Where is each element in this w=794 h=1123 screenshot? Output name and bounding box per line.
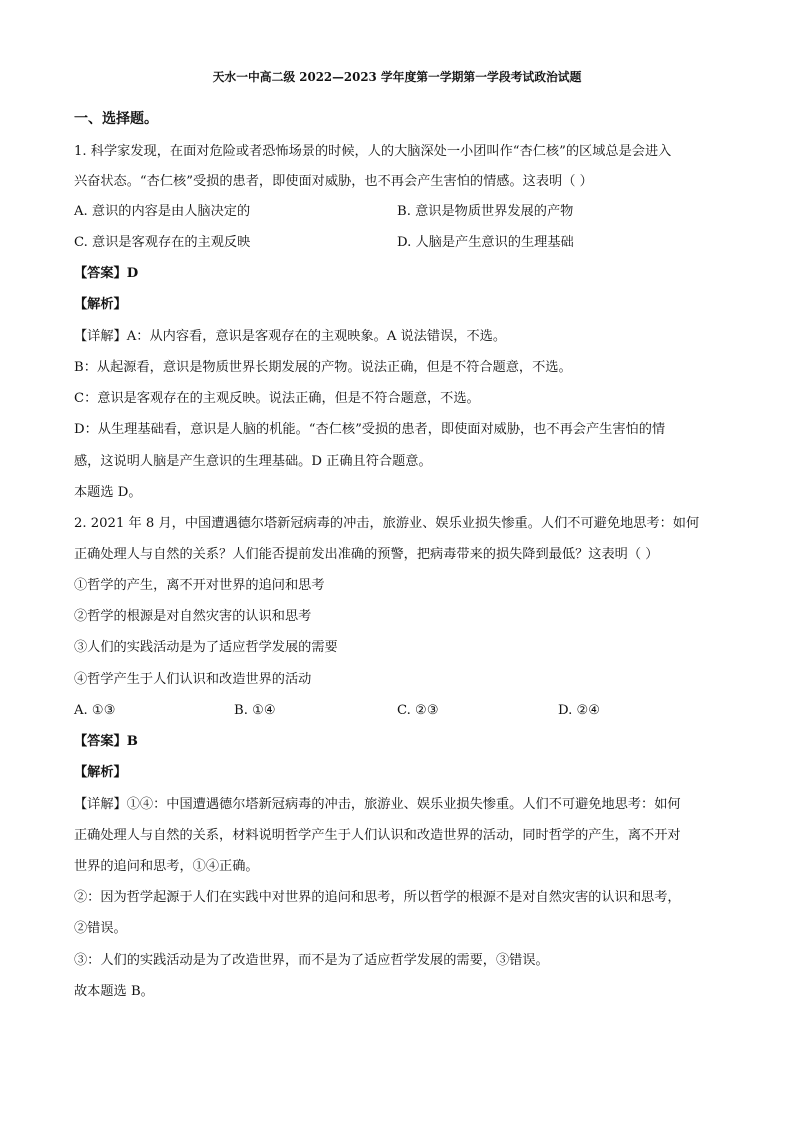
q2-detail-line-5: ②错误。 xyxy=(74,921,127,936)
q1-option-d: D. 人脑是产生意识的生理基础 xyxy=(397,235,574,250)
q2-option-a: A. ①③ xyxy=(74,703,116,718)
q1-detail-line-5: 感，这说明人脑是产生意识的生理基础。D 正确且符合题意。 xyxy=(74,454,432,469)
q1-option-c: C. 意识是客观存在的主观反映 xyxy=(74,235,251,250)
q2-detail-line-1: 【详解】①④：中国遭遇德尔塔新冠病毒的冲击，旅游业、娱乐业损失惨重。人们不可避免地思考：如何 xyxy=(74,797,681,812)
q2-analysis-label: 【解析】 xyxy=(74,765,127,780)
q1-stem-line-2: 兴奋状态。“杏仁核”受损的患者，即使面对威胁，也不再会产生害怕的情感。这表明（ ） xyxy=(74,174,593,189)
q2-detail-line-6: ③：人们的实践活动是为了改造世界，而不是为了适应哲学发展的需要，③错误。 xyxy=(74,953,549,968)
q1-option-a: A. 意识的内容是由人脑决定的 xyxy=(74,204,251,219)
q1-detail-line-3: C：意识是客观存在的主观反映。说法正确，但是不符合题意，不选。 xyxy=(74,391,480,406)
q2-statement-2: ②哲学的根源是对自然灾害的认识和思考 xyxy=(74,609,312,624)
q1-conclusion: 本题选 D。 xyxy=(74,485,142,500)
q2-answer: 【答案】B xyxy=(74,734,138,749)
q2-option-b: B. ①④ xyxy=(234,703,276,718)
q2-stem-line-2: 正确处理人与自然的关系？人们能否提前发出准确的预警，把病毒带来的损失降到最低？这表明（ ） xyxy=(74,547,659,562)
q1-detail-line-1: 【详解】A：从内容看，意识是客观存在的主观映象。A 说法错误，不选。 xyxy=(74,329,507,344)
q2-detail-line-2: 正确处理人与自然的关系，材料说明哲学产生于人们认识和改造世界的活动，同时哲学的产生，离不开对 xyxy=(74,828,681,843)
q2-option-c: C. ②③ xyxy=(397,703,439,718)
q2-statement-3: ③人们的实践活动是为了适应哲学发展的需要 xyxy=(74,640,338,655)
q1-option-b: B. 意识是物质世界发展的产物 xyxy=(397,204,574,219)
q1-stem-line-1: 1. 科学家发现，在面对危险或者恐怖场景的时候，人的大脑深处一小团叫作“杏仁核”的区域总是会进入 xyxy=(74,144,672,159)
q2-statement-4: ④哲学产生于人们认识和改造世界的活动 xyxy=(74,672,312,687)
q2-detail-line-4: ②：因为哲学起源于人们在实践中对世界的追问和思考，所以哲学的根源不是对自然灾害的认识和思考， xyxy=(74,890,681,905)
q2-stem-line-1: 2. 2021 年 8 月，中国遭遇德尔塔新冠病毒的冲击，旅游业、娱乐业损失惨重。人们不可避免地思考：如何 xyxy=(74,516,700,531)
q2-detail-line-3: 世界的追问和思考，①④正确。 xyxy=(74,859,259,874)
q1-detail-line-4: D：从生理基础看，意识是人脑的机能。“杏仁核”受损的患者，即使面对威胁，也不再会产生害怕的情 xyxy=(74,422,666,437)
page-title: 天水一中高二级 2022—2023 学年度第一学期第一学段考试政治试题 xyxy=(212,70,582,84)
q2-option-d: D. ②④ xyxy=(558,703,601,718)
q1-analysis-label: 【解析】 xyxy=(74,297,127,312)
q2-statement-1: ①哲学的产生，离不开对世界的追问和思考 xyxy=(74,578,325,593)
q1-answer: 【答案】D xyxy=(74,266,139,281)
q1-detail-line-2: B：从起源看，意识是物质世界长期发展的产物。说法正确，但是不符合题意，不选。 xyxy=(74,360,572,375)
section-heading: 一、选择题。 xyxy=(74,111,158,127)
q2-conclusion: 故本题选 B。 xyxy=(74,984,154,999)
